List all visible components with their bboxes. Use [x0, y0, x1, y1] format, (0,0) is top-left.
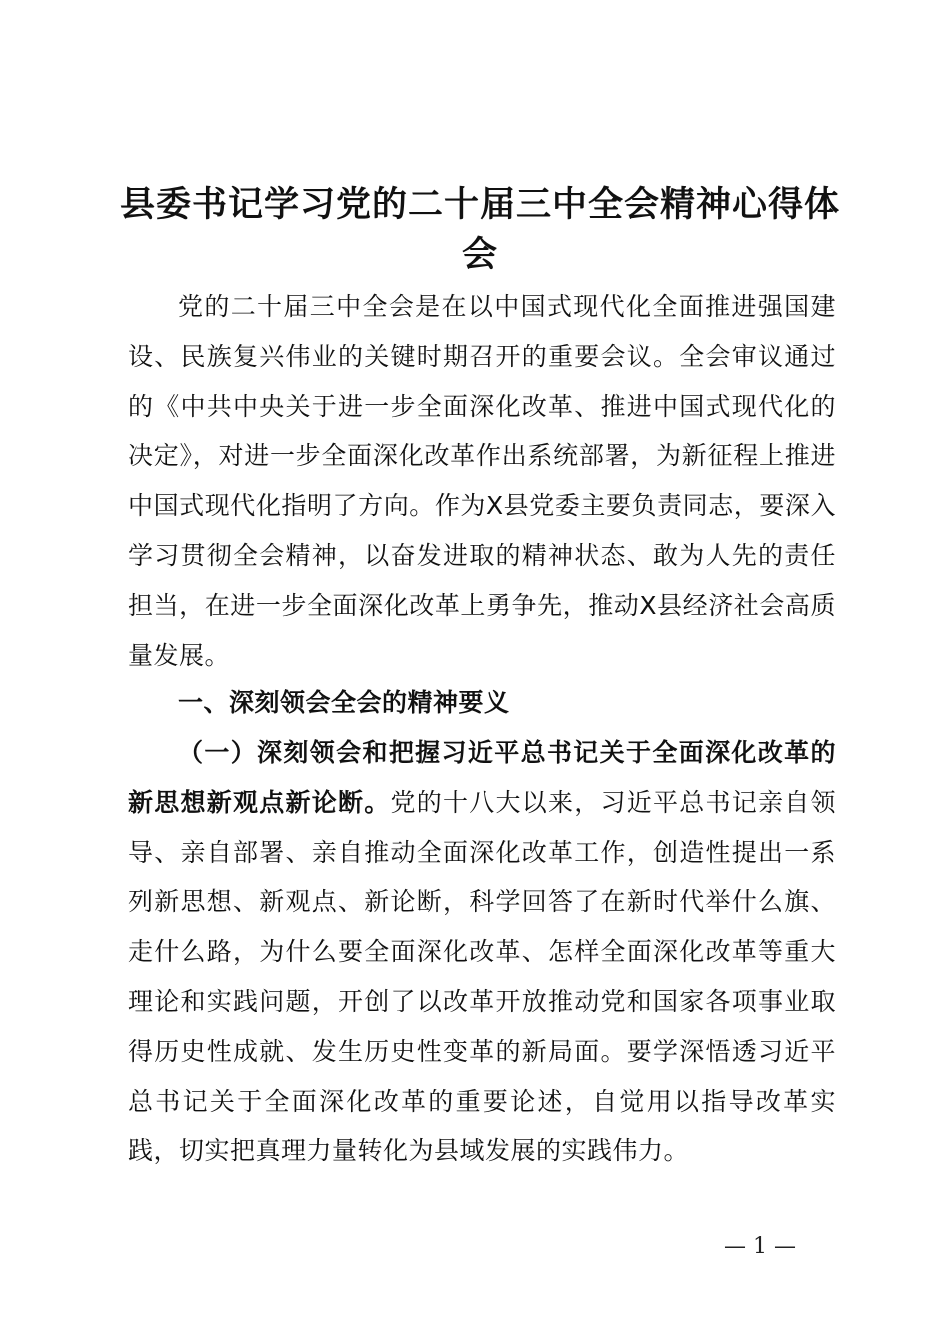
- page-number: — 1 —: [724, 1234, 796, 1259]
- subsection-body: 党的十八大以来，习近平总书记亲自领导、亲自部署、亲自推动全面深化改革工作，创造性提出一系列新思想、新观点、新论断，科学回答了在新时代举什么旗、走什么路，为什么要全面深化改革、怎样全面深化改革等重大理论和实践问题，开创了以改革开放推动党和国家各项事业取得历史性成就、发生历史性变革的新局面。要学深悟透习近平总书记关于全面深化改革的重要论述，自觉用以指导改革实践，切实把真理力量转化为县域发展的实践伟力。: [128, 787, 836, 1166]
- subsection-heading: （一）深刻领会和把握习近平总书记关于全面深化改革的新思想新观点新论断。: [128, 738, 836, 817]
- section-heading: 一、深刻领会全会的精神要义: [178, 688, 510, 717]
- document-title: 县委书记学习党的二十届三中全会精神心得体会: [119, 185, 840, 275]
- subsection-paragraph: [128, 728, 836, 1176]
- intro-paragraph: 党的二十届三中全会是在以中国式现代化全面推进强国建设、民族复兴伟业的关键时期召开的重要会议。全会审议通过的《中共中央关于进一步全面深化改革、推进中国式现代化的决定》，对进一步全面深化改革作出系统部署，为新征程上推进中国式现代化指明了方向。作为X县党委主要负责同志，要深入学习贯彻全会精神，以奋发进取的精神状态、敢为人先的责任担当，在进一步全面深化改革上勇争先，推动X县经济社会高质量发展。: [128, 292, 836, 670]
